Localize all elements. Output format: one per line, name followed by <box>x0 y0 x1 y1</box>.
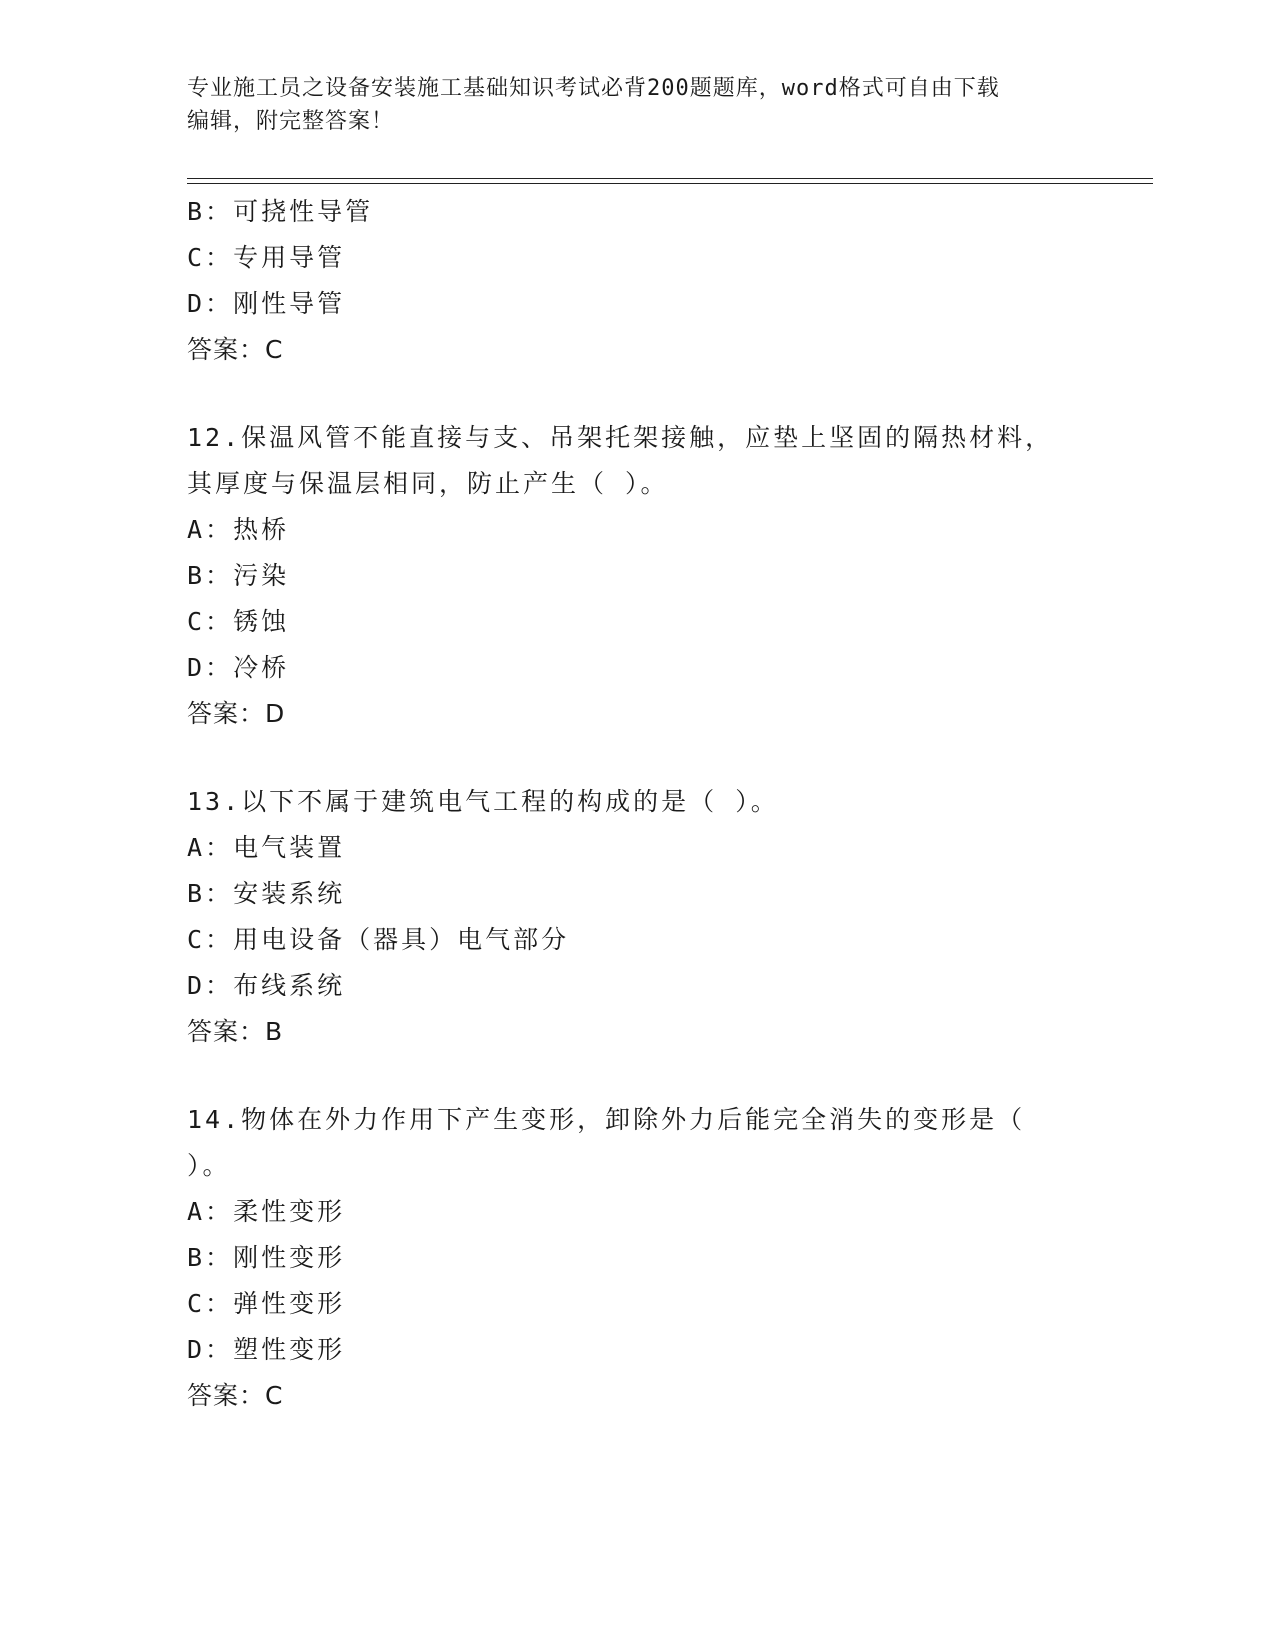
option-row <box>187 917 1087 963</box>
option-label: A： <box>187 1197 234 1226</box>
option-text: 专用导管 <box>233 243 346 272</box>
header-divider-bottom <box>187 183 1153 184</box>
option-row <box>187 645 1087 691</box>
answer-line: 答案：D <box>187 699 286 728</box>
option-label: D： <box>187 653 234 682</box>
option-label: B： <box>187 1243 234 1272</box>
question-text: 保温风管不能直接与支、吊架托架接触，应垫上坚固的隔热材料， <box>241 423 1054 452</box>
option-text: 安装系统 <box>233 879 346 908</box>
option-text: 冷桥 <box>233 653 290 682</box>
option-row <box>187 235 1087 281</box>
option-row <box>187 963 1087 1009</box>
question-content <box>187 189 1087 1419</box>
question-number: 13. <box>187 787 242 816</box>
option-text: 弹性变形 <box>233 1289 346 1318</box>
question-text: 以下不属于建筑电气工程的构成的是（ ）。 <box>241 787 779 816</box>
option-row <box>187 1327 1087 1373</box>
question-text-line <box>187 1097 1087 1143</box>
option-label: D： <box>187 289 234 318</box>
question-text: 物体在外力作用下产生变形，卸除外力后能完全消失的变形是（ <box>241 1105 1026 1134</box>
option-text: 用电设备（器具）电气部分 <box>233 925 570 954</box>
header-line-2: 编辑，附完整答案！ <box>187 109 395 134</box>
option-text: 柔性变形 <box>233 1197 346 1226</box>
question-number: 12. <box>187 423 242 452</box>
option-row <box>187 553 1087 599</box>
question-block-13 <box>187 779 1087 1055</box>
option-label: C： <box>187 1289 234 1318</box>
question-text-line: 其厚度与保温层相同，防止产生（ ）。 <box>187 469 669 498</box>
document-header <box>187 72 1087 138</box>
option-text: 热桥 <box>233 515 290 544</box>
option-text: 锈蚀 <box>233 607 290 636</box>
option-label: D： <box>187 1335 234 1364</box>
option-label: C： <box>187 925 234 954</box>
header-divider-top <box>187 178 1153 179</box>
option-row <box>187 507 1087 553</box>
option-label: A： <box>187 515 234 544</box>
option-text: 刚性导管 <box>233 289 346 318</box>
answer-line: 答案：C <box>187 335 284 364</box>
option-text: 电气装置 <box>233 833 346 862</box>
option-row <box>187 189 1087 235</box>
option-text: 污染 <box>233 561 290 590</box>
question-text-line <box>187 415 1087 461</box>
option-text: 刚性变形 <box>233 1243 346 1272</box>
option-label: A： <box>187 833 234 862</box>
option-text: 布线系统 <box>233 971 346 1000</box>
question-text-line: ）。 <box>187 1151 231 1180</box>
prev-question-block <box>187 189 1087 373</box>
option-label: C： <box>187 243 234 272</box>
option-label: B： <box>187 561 234 590</box>
option-row <box>187 1235 1087 1281</box>
option-row <box>187 871 1087 917</box>
option-label: D： <box>187 971 234 1000</box>
question-block-12 <box>187 415 1087 737</box>
option-row <box>187 825 1087 871</box>
question-number: 14. <box>187 1105 242 1134</box>
question-block-14 <box>187 1097 1087 1419</box>
option-label: C： <box>187 607 234 636</box>
option-text: 塑性变形 <box>233 1335 346 1364</box>
option-label: B： <box>187 879 234 908</box>
header-line-1: 专业施工员之设备安装施工基础知识考试必背200题题库，word格式可自由下载 <box>187 76 1000 101</box>
answer-line: 答案：C <box>187 1381 284 1410</box>
option-label: B： <box>187 197 234 226</box>
question-text-line <box>187 779 1087 825</box>
option-row <box>187 1189 1087 1235</box>
option-row <box>187 599 1087 645</box>
option-row <box>187 281 1087 327</box>
option-text: 可挠性导管 <box>233 197 374 226</box>
option-row <box>187 1281 1087 1327</box>
answer-line: 答案：B <box>187 1017 284 1046</box>
